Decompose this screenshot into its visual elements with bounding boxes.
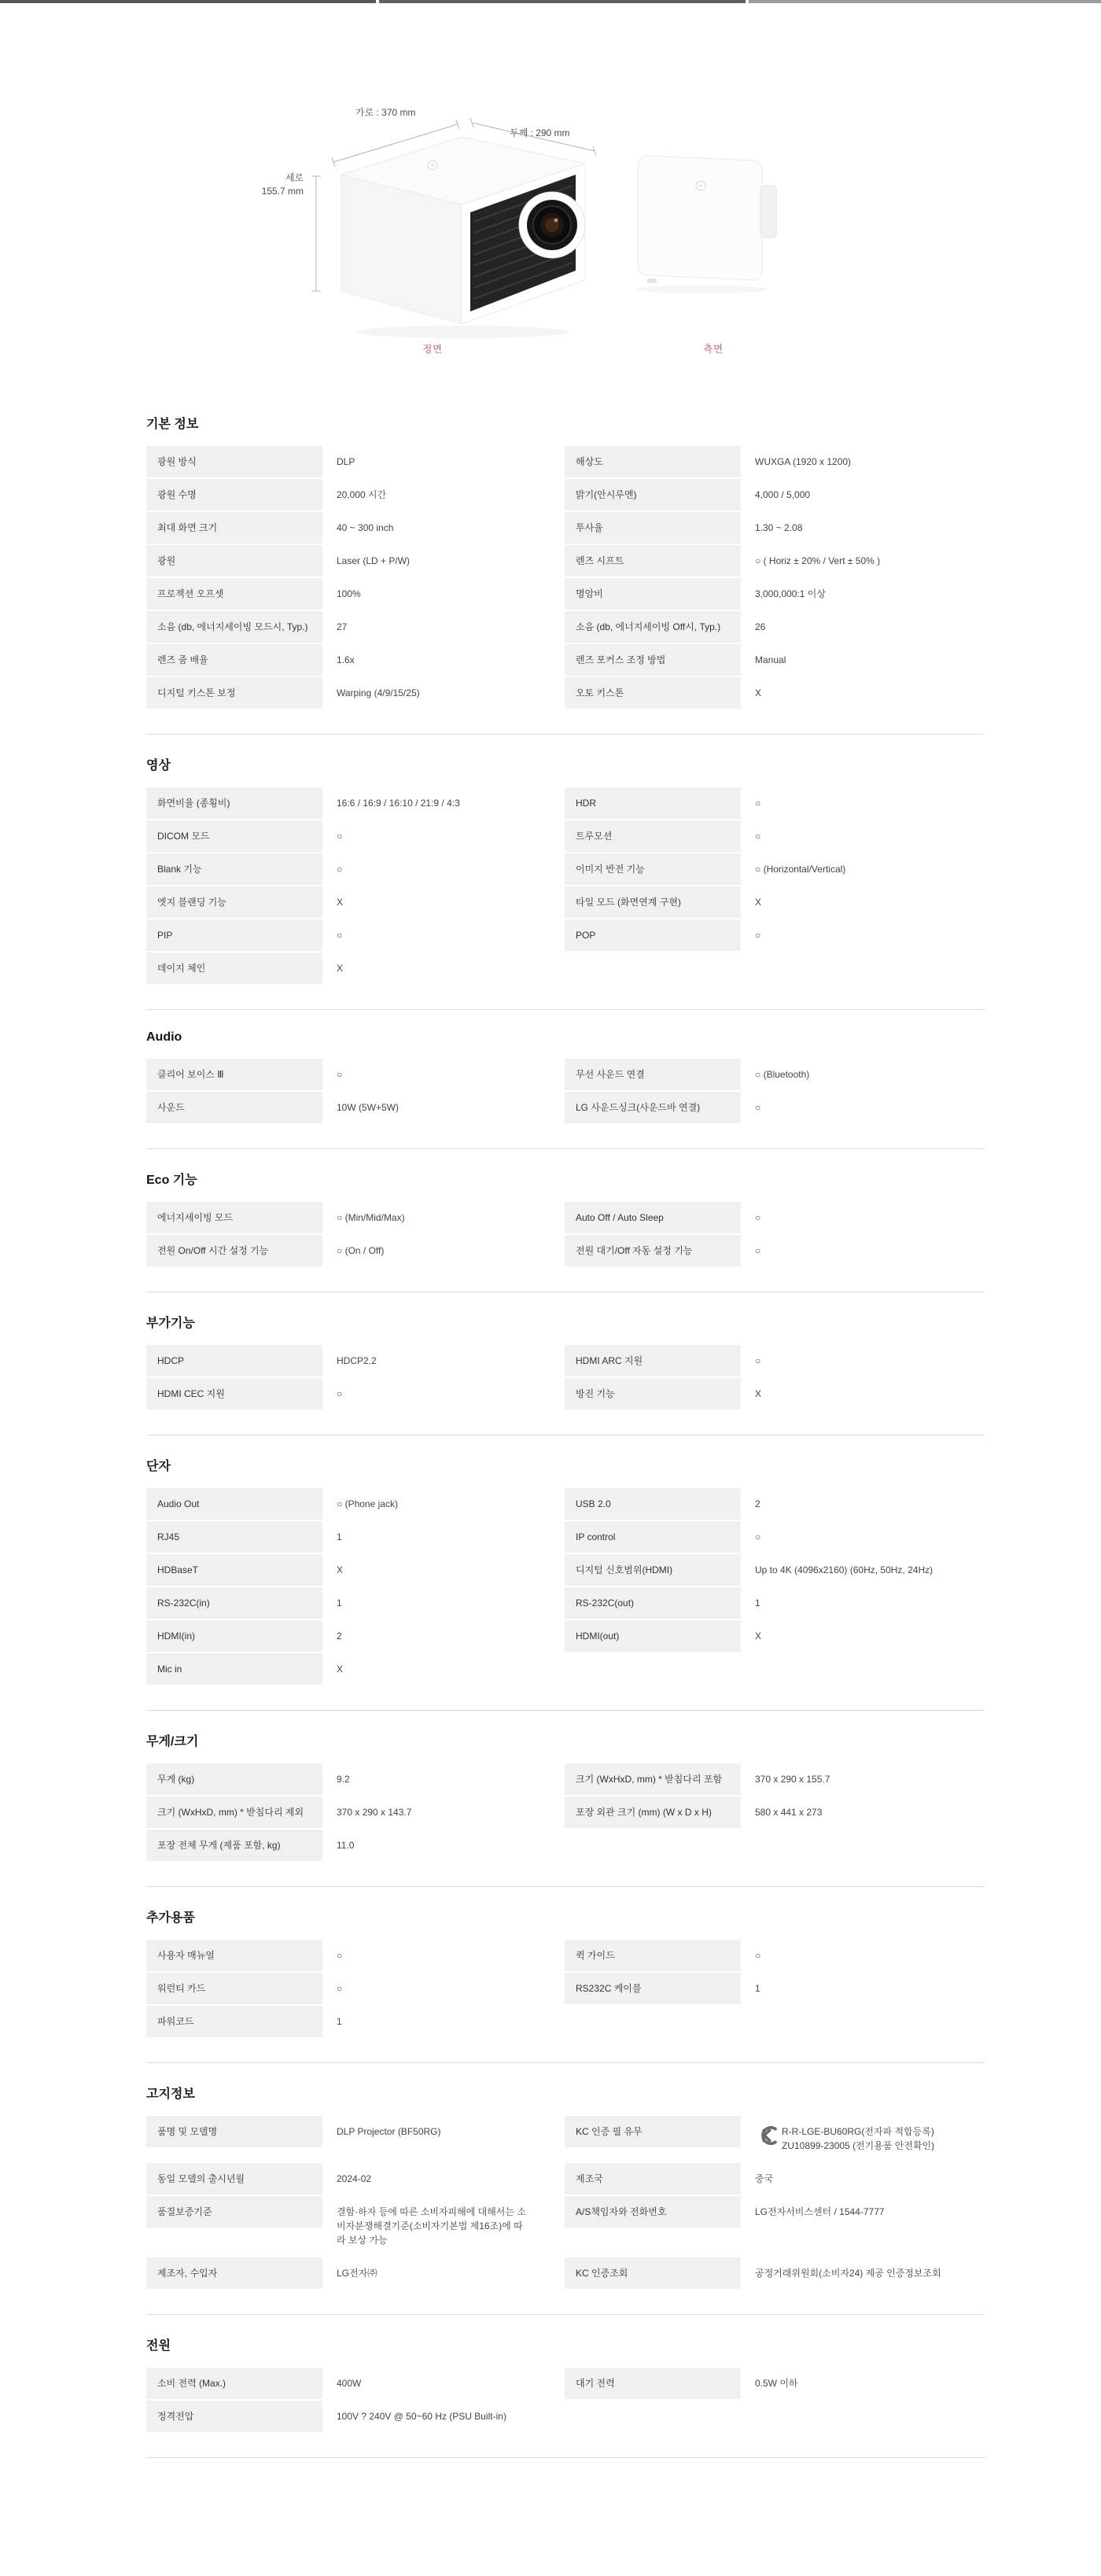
- projector-side-image: [624, 140, 789, 305]
- spec-label: 소음 (db, 에너지세이빙 모드시, Typ.): [146, 611, 322, 643]
- height-dimension-line1: 세로: [285, 172, 304, 183]
- kc-certification-mark-icon: [755, 2126, 777, 2145]
- spec-value: ○: [337, 1069, 343, 1080]
- spec-column-left: [146, 1521, 550, 1553]
- spec-value: ○: [755, 831, 761, 842]
- spec-label: HDCP: [146, 1345, 322, 1376]
- spec-label: 데이지 체인: [146, 953, 322, 984]
- spec-section-ports: [146, 1435, 985, 1711]
- spec-column-right: [565, 479, 969, 510]
- depth-dimension-label: 두께 : 290 mm: [510, 127, 570, 138]
- spec-label: 정격전압: [146, 2401, 322, 2432]
- spec-column-left: [146, 853, 550, 885]
- spec-label: 제조자, 수입자: [146, 2257, 322, 2289]
- spec-label: 최대 화면 크기: [146, 512, 322, 544]
- spec-label: HDMI CEC 지원: [146, 1378, 322, 1410]
- section-title: 기본 정보: [146, 418, 199, 431]
- side-view-caption: 측면: [703, 344, 724, 355]
- spec-table: [146, 2116, 985, 2289]
- spec-row: [146, 2401, 985, 2432]
- spec-label: 소음 (db, 에너지세이빙 Off시, Typ.): [565, 611, 741, 643]
- spec-value: 27: [337, 621, 348, 632]
- spec-section-power: [146, 2315, 985, 2458]
- spec-column-left: [146, 2006, 550, 2037]
- spec-row: [146, 953, 985, 984]
- spec-column-right: [565, 2006, 969, 2037]
- spec-column-left: [146, 2401, 550, 2432]
- spec-label: 에너지세이빙 모드: [146, 1202, 322, 1233]
- spec-label: POP: [565, 919, 741, 951]
- spec-column-left: [146, 1378, 550, 1410]
- spec-label: RS-232C(out): [565, 1587, 741, 1619]
- spec-label: 크기 (WxHxD, mm) * 받침다리 제외: [146, 1797, 322, 1828]
- spec-row: [146, 853, 985, 885]
- spec-label: PIP: [146, 919, 322, 951]
- spec-column-left: [146, 677, 550, 709]
- spec-row: [146, 1620, 985, 1652]
- spec-column-left: [146, 1653, 550, 1685]
- spec-label: Audio Out: [146, 1488, 322, 1520]
- spec-label: 소비 전력 (Max.): [146, 2368, 322, 2399]
- spec-label: HDMI(in): [146, 1620, 322, 1652]
- spec-row: [146, 1940, 985, 1971]
- spec-value: 2024-02: [337, 2173, 372, 2184]
- spec-label: 파워코드: [146, 2006, 322, 2037]
- spec-value: 2: [337, 1631, 342, 1642]
- spec-value: 1.6x: [337, 654, 355, 665]
- spec-column-left: [146, 2368, 550, 2399]
- spec-column-left: [146, 1587, 550, 1619]
- spec-column-left: [146, 2257, 550, 2289]
- spec-column-right: [565, 1235, 969, 1266]
- spec-label: KC 인증조회: [565, 2257, 741, 2289]
- spec-column-left: [146, 578, 550, 610]
- product-views: [0, 3, 1101, 393]
- spec-label: 사운드: [146, 1092, 322, 1123]
- spec-value: 1: [337, 1598, 342, 1609]
- spec-row: [146, 1653, 985, 1685]
- spec-column-right: [565, 1345, 969, 1376]
- spec-label: 오토 키스톤: [565, 677, 741, 709]
- spec-value: ○: [337, 864, 343, 875]
- spec-sections-container: [146, 393, 985, 2458]
- spec-label: 타일 모드 (화면연계 구현): [565, 886, 741, 918]
- width-dimension-label: 가로 : 370 mm: [355, 107, 416, 118]
- spec-value: 1: [755, 1983, 760, 1994]
- spec-value: 1: [337, 2016, 342, 2027]
- spec-value: 16:6 / 16:9 / 16:10 / 21:9 / 4:3: [337, 798, 460, 809]
- spec-label: 광원: [146, 545, 322, 577]
- spec-row: [146, 578, 985, 610]
- spec-column-left: [146, 1202, 550, 1233]
- spec-row: [146, 919, 985, 951]
- spec-label: LG 사운드싱크(사운드바 연결): [565, 1092, 741, 1123]
- spec-column-right: [565, 1620, 969, 1652]
- spec-label: 전원 대기/Off 자동 설정 기능: [565, 1235, 741, 1266]
- spec-column-right: [565, 1378, 969, 1410]
- spec-value: X: [337, 897, 344, 908]
- spec-label: 디지털 신호범위(HDMI): [565, 1554, 741, 1586]
- spec-label: 화면비율 (종횡비): [146, 787, 322, 819]
- spec-label: A/S책임자와 전화번호: [565, 2196, 741, 2228]
- spec-column-right: [565, 2163, 969, 2195]
- section-title: 무게/크기: [146, 1735, 199, 1749]
- spec-row: [146, 545, 985, 577]
- spec-value: 중국: [755, 2173, 774, 2184]
- spec-column-left: [146, 1554, 550, 1586]
- spec-value: 10W (5W+5W): [337, 1102, 400, 1113]
- spec-label: USB 2.0: [565, 1488, 741, 1520]
- spec-row: [146, 1763, 985, 1795]
- spec-column-right: [565, 2196, 969, 2256]
- spec-label: RS-232C(in): [146, 1587, 322, 1619]
- spec-value: ○ ( Horiz ± 20% / Vert ± 50% ): [755, 555, 881, 566]
- spec-column-right: [565, 1521, 969, 1553]
- spec-table: [146, 1940, 985, 2037]
- spec-row: [146, 1830, 985, 1861]
- spec-column-right: [565, 1653, 969, 1685]
- spec-value: X: [755, 897, 762, 908]
- spec-label: Blank 기능: [146, 853, 322, 885]
- spec-row: [146, 1587, 985, 1619]
- section-title: 전원: [146, 2339, 171, 2353]
- spec-value: X: [337, 1564, 344, 1575]
- spec-row: [146, 2163, 985, 2195]
- spec-column-right: [565, 512, 969, 544]
- spec-value: X: [755, 1631, 762, 1642]
- section-title: 부가기능: [146, 1317, 195, 1330]
- spec-column-right: [565, 1973, 969, 2004]
- spec-label: HDBaseT: [146, 1554, 322, 1586]
- section-title: 단자: [146, 1460, 171, 1473]
- spec-value: ○: [755, 1245, 761, 1256]
- spec-column-left: [146, 479, 550, 510]
- spec-row: [146, 677, 985, 709]
- spec-column-left: [146, 611, 550, 643]
- spec-row: [146, 820, 985, 852]
- spec-column-left: [146, 886, 550, 918]
- spec-value: 11.0: [337, 1840, 355, 1851]
- spec-value: ○: [755, 1950, 761, 1961]
- spec-value: Laser (LD + P/W): [337, 555, 411, 566]
- spec-row: [146, 787, 985, 819]
- spec-value: 40 ~ 300 inch: [337, 522, 394, 533]
- spec-column-left: [146, 787, 550, 819]
- spec-value: ○ (On / Off): [337, 1245, 385, 1256]
- spec-column-right: [565, 611, 969, 643]
- spec-label: KC 인증 필 유무: [565, 2116, 741, 2147]
- spec-section-video: [146, 735, 985, 1010]
- section-title: 영상: [146, 759, 171, 772]
- spec-label: Mic in: [146, 1653, 322, 1685]
- spec-label: Auto Off / Auto Sleep: [565, 1202, 741, 1233]
- spec-row: [146, 644, 985, 676]
- spec-value: 1.30 ~ 2.08: [755, 522, 803, 533]
- spec-row: [146, 446, 985, 477]
- spec-column-left: [146, 953, 550, 984]
- section-title: Audio: [146, 1030, 182, 1044]
- spec-value: HDCP2.2: [337, 1355, 377, 1366]
- spec-section-audio: [146, 1010, 985, 1149]
- spec-value: 결함·하자 등에 따른 소비자피해에 대해서는 소비자분쟁해결기준(소비자기본법 제16조)에 따라 보상 가능: [337, 2206, 526, 2246]
- spec-value: ○: [755, 930, 761, 941]
- front-view-caption: 정면: [422, 344, 443, 355]
- spec-column-left: [146, 1620, 550, 1652]
- spec-column-right: [565, 853, 969, 885]
- spec-section-accessories: [146, 1887, 985, 2063]
- spec-row: [146, 1554, 985, 1586]
- spec-value: Up to 4K (4096x2160) (60Hz, 50Hz, 24Hz): [755, 1564, 933, 1575]
- spec-column-right: [565, 578, 969, 610]
- spec-column-left: [146, 644, 550, 676]
- spec-column-left: [146, 1940, 550, 1971]
- spec-value: ○: [337, 1388, 343, 1399]
- spec-value: 370 x 290 x 155.7: [755, 1774, 830, 1785]
- spec-value: 0.5W 이하: [755, 2378, 798, 2389]
- spec-label: 해상도: [565, 446, 741, 477]
- spec-label: RJ45: [146, 1521, 322, 1553]
- spec-label: 렌즈 시프트: [565, 545, 741, 577]
- spec-label: 크기 (WxHxD, mm) * 받침다리 포함: [565, 1763, 741, 1795]
- spec-column-right: [565, 2368, 969, 2399]
- spec-label: 렌즈 포커스 조정 방법: [565, 644, 741, 676]
- spec-label: 무선 사운드 연결: [565, 1059, 741, 1090]
- spec-value: ○: [755, 1355, 761, 1366]
- section-title: 추가용품: [146, 1911, 195, 1925]
- spec-row: [146, 1202, 985, 1233]
- spec-row: [146, 611, 985, 643]
- spec-section-eco: [146, 1149, 985, 1292]
- spec-row: [146, 1092, 985, 1123]
- spec-column-left: [146, 1973, 550, 2004]
- spec-row: [146, 1488, 985, 1520]
- spec-row: [146, 512, 985, 544]
- spec-column-right: [565, 1763, 969, 1795]
- spec-label: 대기 전력: [565, 2368, 741, 2399]
- spec-row: [146, 1059, 985, 1090]
- spec-label: 포장 외관 크기 (mm) (W x D x H): [565, 1797, 741, 1828]
- spec-column-right: [565, 1554, 969, 1586]
- spec-column-left: [146, 1763, 550, 1795]
- spec-table: [146, 1763, 985, 1861]
- spec-table: [146, 1059, 985, 1123]
- spec-value: LG전자서비스센터 / 1544-7777: [755, 2206, 885, 2217]
- spec-value: 3,000,000:1 이상: [755, 588, 826, 599]
- spec-row: [146, 2006, 985, 2037]
- spec-row: [146, 2196, 985, 2256]
- spec-table: [146, 2368, 985, 2432]
- spec-label: 사용자 매뉴얼: [146, 1940, 322, 1971]
- spec-column-right: [565, 2116, 969, 2161]
- spec-column-right: [565, 446, 969, 477]
- spec-value: 20,000 시간: [337, 489, 387, 500]
- spec-row: [146, 1235, 985, 1266]
- spec-label: 명암비: [565, 578, 741, 610]
- spec-row: [146, 479, 985, 510]
- spec-label: HDMI(out): [565, 1620, 741, 1652]
- spec-label: 품질보증기준: [146, 2196, 322, 2228]
- spec-label: 포장 전체 무게 (제품 포함, kg): [146, 1830, 322, 1861]
- section-title: 고지정보: [146, 2088, 195, 2101]
- spec-label: HDR: [565, 787, 741, 819]
- spec-value: DLP Projector (BF50RG): [337, 2126, 441, 2137]
- spec-column-left: [146, 1059, 550, 1090]
- spec-label: 품명 및 모델명: [146, 2116, 322, 2147]
- spec-value: R-R-LGE-BU60RG(전자파 적합등록) ZU10899-23005 (전기용품 안전확인): [741, 2116, 969, 2161]
- spec-label: 프로젝션 오프셋: [146, 578, 322, 610]
- spec-value: DLP: [337, 456, 355, 467]
- spec-column-left: [146, 446, 550, 477]
- spec-value: X: [755, 1388, 762, 1399]
- spec-row: [146, 886, 985, 918]
- spec-value: 4,000 / 5,000: [755, 489, 811, 500]
- spec-label: 이미지 반전 기능: [565, 853, 741, 885]
- spec-label: 퀵 가이드: [565, 1940, 741, 1971]
- spec-section-weight-size: [146, 1711, 985, 1887]
- spec-value: 2: [755, 1498, 760, 1509]
- spec-column-left: [146, 919, 550, 951]
- section-title: Eco 기능: [146, 1174, 197, 1187]
- spec-row: [146, 1521, 985, 1553]
- spec-label: 엣지 블랜딩 기능: [146, 886, 322, 918]
- spec-column-right: [565, 1940, 969, 1971]
- spec-column-left: [146, 820, 550, 852]
- spec-column-left: [146, 2163, 550, 2195]
- spec-value: Manual: [755, 654, 786, 665]
- spec-value: ○: [337, 1983, 343, 1994]
- spec-value: 580 x 441 x 273: [755, 1807, 823, 1818]
- spec-table: [146, 1345, 985, 1410]
- spec-column-right: [565, 1092, 969, 1123]
- spec-section-notice-info: [146, 2063, 985, 2315]
- spec-value: ○ (Bluetooth): [755, 1069, 810, 1080]
- spec-label: 방진 기능: [565, 1378, 741, 1410]
- spec-value: 9.2: [337, 1774, 350, 1785]
- spec-label: 트루모션: [565, 820, 741, 852]
- spec-column-right: [565, 677, 969, 709]
- spec-column-right: [565, 1202, 969, 1233]
- spec-column-left: [146, 1092, 550, 1123]
- spec-table: [146, 446, 985, 709]
- spec-column-right: [565, 1830, 969, 1861]
- spec-label: 광원 방식: [146, 446, 322, 477]
- spec-column-left: [146, 1797, 550, 1828]
- spec-value: 100%: [337, 588, 361, 599]
- spec-label: 제조국: [565, 2163, 741, 2195]
- spec-value: 100V ? 240V @ 50~60 Hz (PSU Built-in): [337, 2411, 506, 2422]
- spec-row: [146, 1797, 985, 1828]
- spec-value: ○: [755, 1102, 761, 1113]
- spec-column-right: [565, 644, 969, 676]
- spec-label: DICOM 모드: [146, 820, 322, 852]
- spec-column-left: [146, 512, 550, 544]
- spec-value: X: [755, 687, 762, 698]
- spec-column-right: [565, 1797, 969, 1828]
- spec-label: 밝기(안시루멘): [565, 479, 741, 510]
- spec-value: 400W: [337, 2378, 362, 2389]
- spec-row: [146, 1378, 985, 1410]
- spec-label: 디지털 키스톤 보정: [146, 677, 322, 709]
- spec-column-left: [146, 1830, 550, 1861]
- spec-column-right: [565, 1488, 969, 1520]
- spec-value: 1: [755, 1598, 760, 1609]
- spec-value: ○ (Phone jack): [337, 1498, 398, 1509]
- spec-section-basic-info: [146, 393, 985, 735]
- spec-label: 렌즈 줌 배율: [146, 644, 322, 676]
- spec-value: 1: [337, 1531, 342, 1542]
- spec-value: ○ (Min/Mid/Max): [337, 1212, 405, 1223]
- spec-table: [146, 787, 985, 984]
- spec-label: IP control: [565, 1521, 741, 1553]
- spec-column-right: [565, 919, 969, 951]
- spec-label: HDMI ARC 지원: [565, 1345, 741, 1376]
- spec-column-right: [565, 1587, 969, 1619]
- spec-row: [146, 2116, 985, 2161]
- spec-label: 투사율: [565, 512, 741, 544]
- spec-value: LG전자㈜: [337, 2268, 377, 2279]
- spec-value: ○: [755, 1531, 761, 1542]
- spec-column-left: [146, 1488, 550, 1520]
- spec-value: X: [337, 963, 344, 974]
- spec-column-left: [146, 545, 550, 577]
- spec-label: 광원 수명: [146, 479, 322, 510]
- spec-value: X: [337, 1664, 344, 1675]
- spec-label: 클리어 보이스 Ⅲ: [146, 1059, 322, 1090]
- spec-value: 370 x 290 x 143.7: [337, 1807, 412, 1818]
- spec-value: ○: [755, 798, 761, 809]
- spec-table: [146, 1488, 985, 1685]
- spec-column-right: [565, 820, 969, 852]
- spec-value: Warping (4/9/15/25): [337, 687, 420, 698]
- spec-row: [146, 1345, 985, 1376]
- spec-value: ○: [337, 930, 343, 941]
- spec-value: 공정거래위원회(소비자24) 제공 인증정보조회: [755, 2268, 941, 2279]
- projector-front-image: [293, 102, 623, 346]
- spec-column-right: [565, 545, 969, 577]
- height-dimension-label: [233, 171, 304, 199]
- spec-column-left: [146, 1235, 550, 1266]
- spec-column-right: [565, 1059, 969, 1090]
- spec-column-right: [565, 886, 969, 918]
- spec-column-right: [565, 2257, 969, 2289]
- spec-column-right: [565, 787, 969, 819]
- spec-value: ○: [337, 1950, 343, 1961]
- spec-value: ○: [337, 831, 343, 842]
- spec-column-right: [565, 953, 969, 984]
- spec-value: 26: [755, 621, 766, 632]
- spec-row: [146, 1973, 985, 2004]
- spec-table: [146, 1202, 985, 1266]
- spec-label: 동일 모델의 출시년월: [146, 2163, 322, 2195]
- spec-label: 무게 (kg): [146, 1763, 322, 1795]
- spec-column-right: [565, 2401, 969, 2432]
- spec-label: 워런티 카드: [146, 1973, 322, 2004]
- height-dimension-line2: 155.7 mm: [261, 186, 304, 197]
- spec-label: RS232C 케이블: [565, 1973, 741, 2004]
- spec-section-extra-features: [146, 1292, 985, 1435]
- spec-column-left: [146, 2196, 550, 2256]
- spec-row: [146, 2257, 985, 2289]
- spec-row: [146, 2368, 985, 2399]
- spec-value: ○: [755, 1212, 761, 1223]
- spec-column-left: [146, 2116, 550, 2161]
- spec-value: ○ (Horizontal/Vertical): [755, 864, 846, 875]
- spec-value: WUXGA (1920 x 1200): [755, 456, 852, 467]
- spec-column-left: [146, 1345, 550, 1376]
- spec-label: 전원 On/Off 시간 설정 기능: [146, 1235, 322, 1266]
